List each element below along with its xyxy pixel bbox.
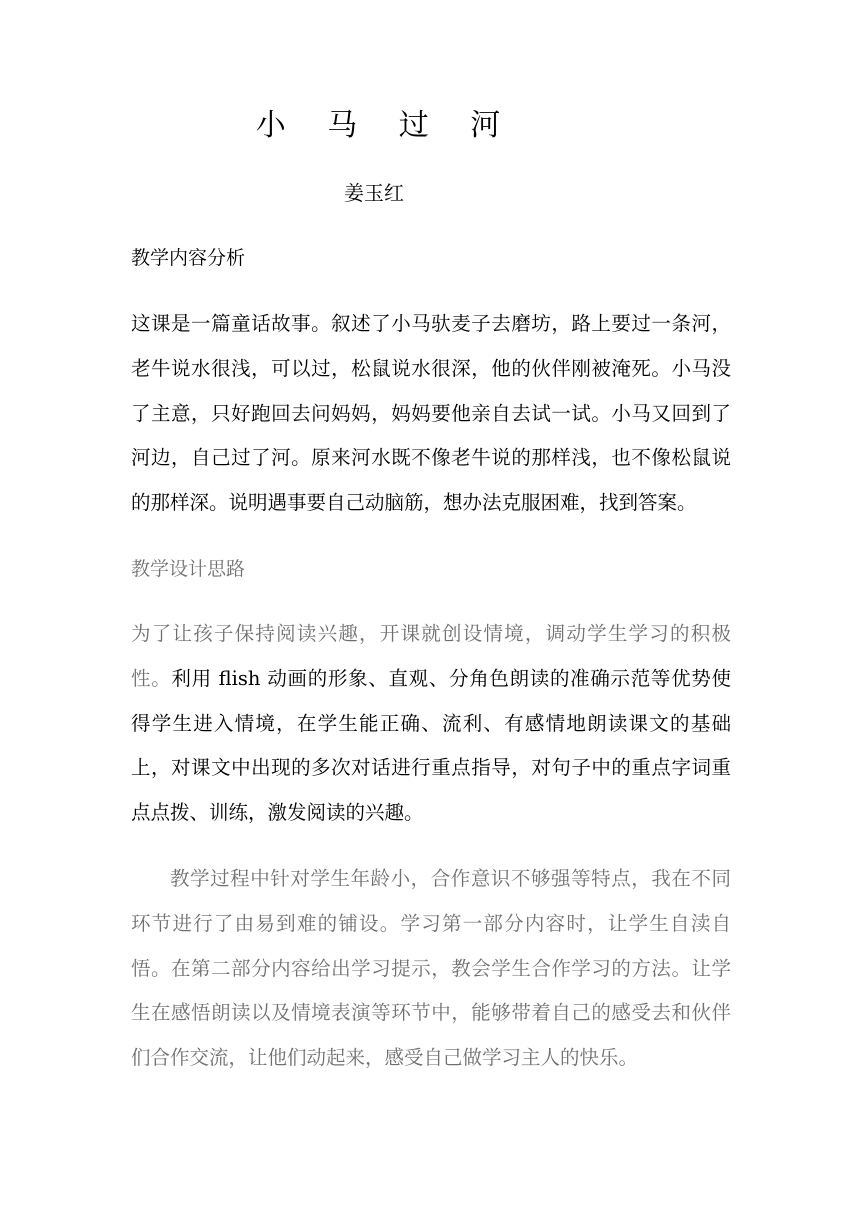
author-name: 姜玉红 <box>344 181 404 205</box>
document-title: 小 马 过 河 <box>255 108 517 143</box>
design-ideas-rest-text: 利用 flish 动画的形象、直观、分角色朗读的准确示范等优势使得学生进入情境，在学生能正确、流利、有感情地朗读课文的基础上，对课文中出现的多次对话进行重点指导，对句子中的重点字词重点点拨、训练，激发阅读的兴趣。 <box>131 666 731 825</box>
section-heading-design-ideas: 教学设计思路 <box>131 558 246 580</box>
content-analysis-paragraph: 这课是一篇童话故事。叙述了小马驮麦子去磨坊，路上要过一条河，老牛说水很浅，可以过，松鼠说水很深，他的伙伴刚被淹死。小马没了主意，只好跑回去问妈妈，妈妈要他亲自去试一试。小马又回到了河边，自己过了河。原来河水既不像老牛说的那样浅，也不像松鼠说的那样深。说明遇事要自己动脑筋，想办法克服困难，找到答案。 <box>131 312 731 515</box>
design-ideas-lead-text: 为了让孩子保持阅读兴趣，开课就创设情境，调动学生学习的积极性。 <box>131 622 731 690</box>
design-ideas-paragraph <box>131 612 731 836</box>
section-heading-content-analysis: 教学内容分析 <box>131 247 246 269</box>
teaching-process-paragraph: 教学过程中针对学生年龄小，合作意识不够强等特点，我在不同环节进行了由易到难的铺设。学习第一部分内容时，让学生自渎自悟。在第二部分内容给出学习提示，教会学生合作学习的方法。让学生在感悟朗读以及情境表演等环节中，能够带着自己的感受去和伙伴们合作交流，让他们动起来，感受自己做学习主人的快乐。 <box>131 867 731 1070</box>
